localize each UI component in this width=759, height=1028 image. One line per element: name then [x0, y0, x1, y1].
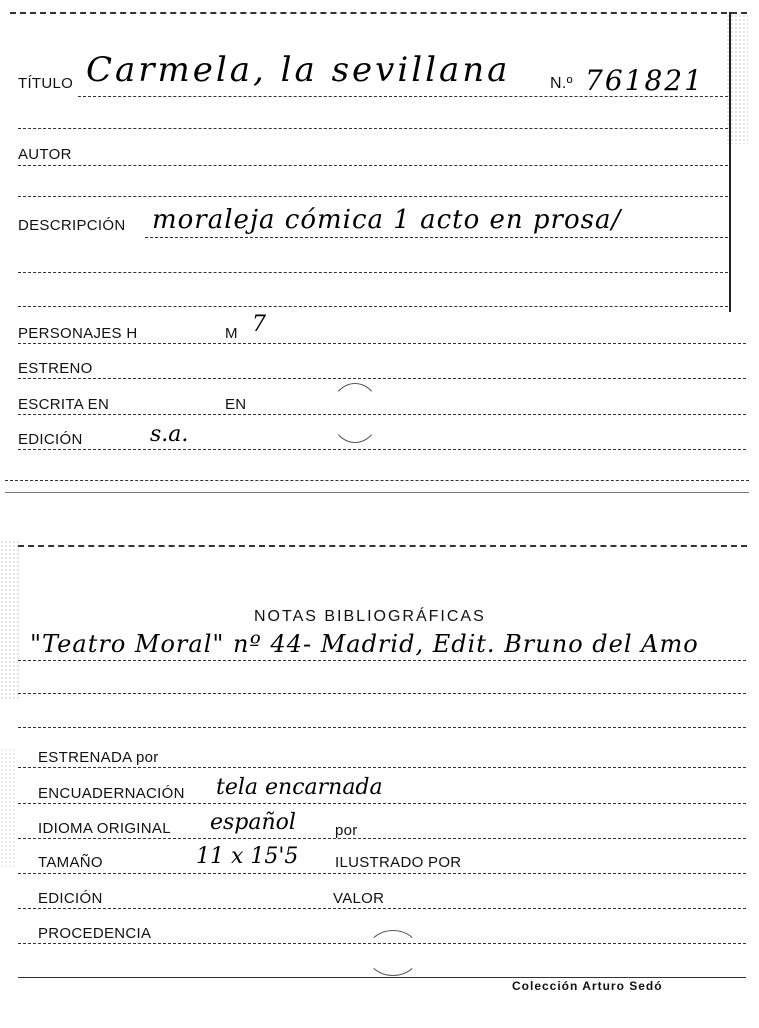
- punch-hole: [330, 383, 380, 443]
- blank-line-2: [18, 196, 728, 197]
- numero-label: N.º: [550, 75, 573, 92]
- personajes-m-value: 7: [252, 312, 266, 337]
- edicion-label-2: EDICIÓN: [38, 890, 103, 907]
- encuadernacion-label: ENCUADERNACIÓN: [38, 785, 185, 802]
- descripcion-value: moraleja cómica 1 acto en prosa/: [152, 205, 622, 235]
- notas-line-1: [18, 660, 746, 661]
- blank-line-3: [18, 272, 728, 273]
- collection-footer: Colección Arturo Sedó: [512, 979, 663, 993]
- tamano-value: 11 x 15'5: [196, 844, 299, 869]
- card-bottom-edge: [5, 480, 749, 481]
- encuadernacion-line: [18, 803, 746, 804]
- edicion-line-2: [18, 908, 746, 909]
- catalog-card-bottom: [0, 538, 759, 1028]
- estrenada-label: ESTRENADA por: [38, 749, 159, 766]
- estreno-label: ESTRENO: [18, 360, 93, 377]
- titulo-value: Carmela, la sevillana: [86, 50, 511, 90]
- catalog-card-top: [0, 0, 759, 495]
- descripcion-line: [145, 237, 728, 238]
- procedencia-label: PROCEDENCIA: [38, 925, 152, 942]
- idioma-value: español: [210, 810, 296, 835]
- scan-noise-left: [0, 540, 20, 700]
- edicion-label: EDICIÓN: [18, 431, 83, 448]
- en-label: EN: [225, 396, 247, 413]
- card-top-edge: [18, 545, 747, 547]
- scan-noise: [726, 14, 748, 144]
- notas-heading: NOTAS BIBLIOGRÁFICAS: [254, 608, 486, 625]
- card-top-edge: [10, 12, 747, 14]
- por-label: por: [335, 822, 358, 839]
- escrita-en-label: ESCRITA EN: [18, 396, 110, 413]
- ilustrado-label: ILUSTRADO POR: [335, 854, 462, 871]
- edicion-value: s.a.: [150, 422, 189, 447]
- descripcion-label: DESCRIPCIÓN: [18, 217, 126, 234]
- tamano-label: TAMAÑO: [38, 854, 103, 871]
- autor-label: AUTOR: [18, 146, 72, 163]
- card-bottom-edge-2: [5, 492, 749, 493]
- estrenada-line: [18, 767, 746, 768]
- notas-line-2: [18, 693, 746, 694]
- tamano-line: [18, 873, 746, 874]
- numero-value: 761821: [585, 64, 704, 97]
- personajes-line: [18, 343, 746, 344]
- notas-line-3: [18, 727, 746, 728]
- encuadernacion-value: tela encarnada: [216, 775, 383, 800]
- titulo-label: TÍTULO: [18, 75, 74, 92]
- blank-line-1: [18, 128, 728, 129]
- idioma-line: [18, 838, 746, 839]
- edicion-line: [18, 449, 746, 450]
- blank-line-4: [18, 306, 728, 307]
- valor-label: VALOR: [333, 890, 385, 907]
- card-bottom-line: [18, 977, 746, 978]
- estreno-line: [18, 378, 746, 379]
- escrita-en-line: [18, 414, 746, 415]
- personajes-m-label: M: [225, 325, 238, 342]
- titulo-line: [78, 96, 728, 97]
- scan-noise-left-2: [0, 748, 16, 868]
- punch-hole-2: [366, 930, 420, 976]
- personajes-label: PERSONAJES H: [18, 325, 138, 342]
- autor-line: [18, 165, 728, 166]
- notas-value: "Teatro Moral" nº 44- Madrid, Edit. Bruno del Amo: [30, 630, 699, 658]
- idioma-label: IDIOMA ORIGINAL: [38, 820, 171, 837]
